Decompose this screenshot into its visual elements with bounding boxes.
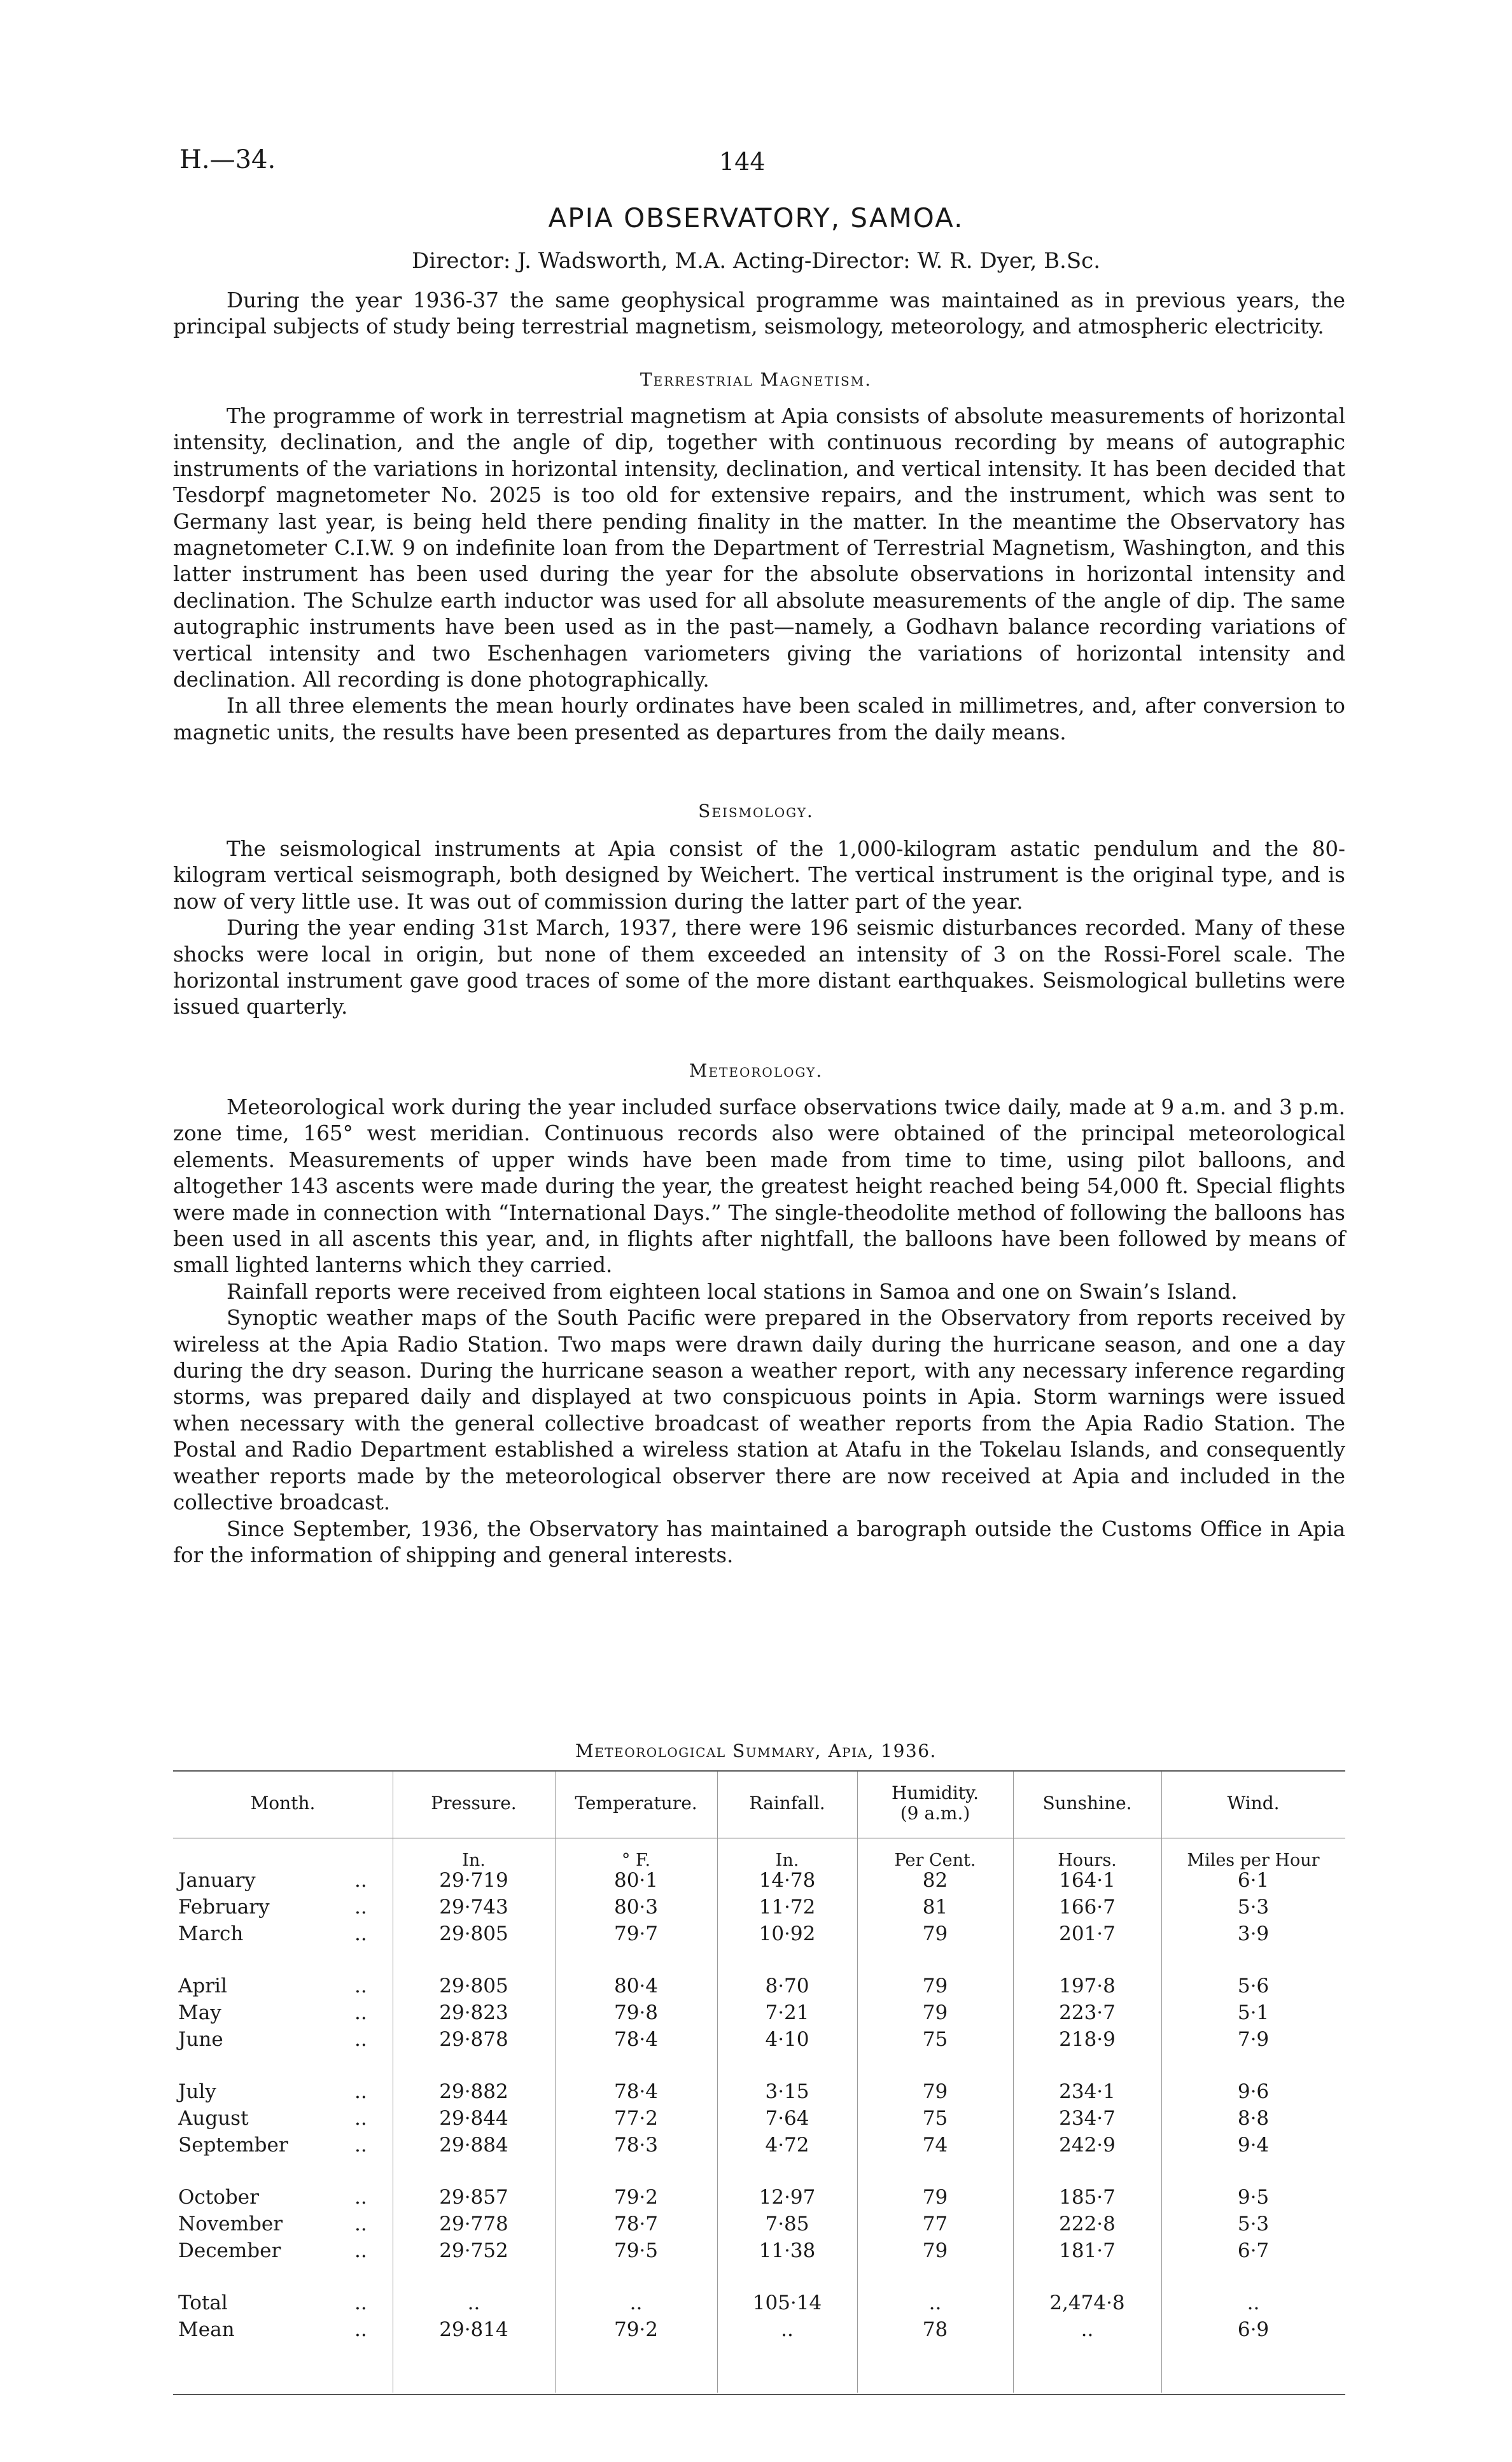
cell-pressure: 29·814 (439, 2318, 508, 2341)
cell-humidity: 74 (922, 2134, 948, 2157)
cell-wind: 7·9 (1237, 2028, 1270, 2051)
unit-label-wind: Miles per Hour (1187, 1850, 1320, 1870)
cell-sunshine: 166·7 (1059, 1896, 1116, 1919)
cell-sunshine: 185·7 (1059, 2186, 1116, 2209)
cell-temperature: 79·2 (613, 2318, 659, 2341)
cell-humidity: 79 (922, 1975, 948, 1997)
cell-temperature: 78·7 (613, 2213, 659, 2235)
cell-temperature: 78·4 (613, 2080, 659, 2103)
unit-label-sunshine: Hours. (1058, 1850, 1117, 1870)
paragraph: The programme of work in terrestrial magnetism at Apia consists of absolute measurements of horizontal intensity, declination, and the angle of dip, together with continuous recording by means of autographic instruments of the variations in horizontal intensity, declination, and vertical intensity. It has been decided that Tesdorpf magnetometer No. 2025 is too old for extensive repairs, and the instrument, which was sent to Germany last year, is being held there pending finality in the matter. In the meantime the Observatory has magnetometer C.I.W. 9 on indefinite loan from the Department of Terrestrial Magnetism, Washington, and this latter instrument has been used during the year for the absolute observations in horizontal intensity and declination. The Schulze earth inductor was used for all absolute measurements of the angle of dip. The same autographic instruments have been used as in the past—namely, a Godhavn balance recording variations of vertical intensity and two Eschenhagen variometers giving the variations of horizontal intensity and declination. All recording is done photographically. (173, 404, 1345, 692)
cell-sunshine: 234·7 (1059, 2107, 1116, 2130)
cell-sunshine: 242·9 (1059, 2134, 1116, 2157)
cell-temperature: 79·7 (613, 1922, 659, 1945)
cell-rainfall: 7·64 (765, 2107, 809, 2130)
paragraph: The seismological instruments at Apia consist of the 1,000-kilogram astatic pendulum and the 80-kilogram vertical seismograph, both designed by Weichert. The vertical instrument is the original type, and is now of very little use. It was out of commission during the latter part of the year. (173, 837, 1345, 914)
column-header-humidity: Humidity. (9 a.m.) (891, 1782, 979, 1824)
leader-dots: .. (354, 1896, 367, 1919)
leader-dots: .. (354, 2291, 367, 2314)
cell-sunshine: 181·7 (1059, 2239, 1116, 2262)
cell-pressure: 29·805 (439, 1975, 508, 1997)
cell-sunshine: 164·1 (1059, 1869, 1116, 1892)
leader-dots: .. (354, 2080, 367, 2103)
row-label: September (178, 2134, 288, 2157)
cell-wind: 5·3 (1237, 2213, 1270, 2235)
unit-label-humidity: Per Cent. (894, 1850, 976, 1870)
table-row (173, 2239, 1345, 2265)
cell-temperature: 79·5 (613, 2239, 659, 2262)
director-line: Director: J. Wadsworth, M.A. Acting-Director: W. R. Dyer, B.Sc. (411, 248, 1101, 274)
leader-dots: .. (354, 2107, 367, 2130)
leader-dots: .. (354, 1975, 367, 1997)
unit-label-rainfall: In. (775, 1850, 799, 1870)
cell-rainfall: 4·72 (765, 2134, 809, 2157)
cell-rainfall: 7·21 (765, 2001, 809, 2024)
intro-block (173, 288, 1345, 340)
table-rule-top (173, 1770, 1345, 1772)
cell-wind: 5·6 (1237, 1975, 1270, 1997)
table-row (173, 2028, 1345, 2053)
column-header-month: Month. (250, 1793, 316, 1814)
cell-humidity: 75 (922, 2107, 948, 2130)
cell-temperature: 80·4 (613, 1975, 659, 1997)
cell-humidity: 79 (922, 1922, 948, 1945)
leader-dots: .. (354, 2134, 367, 2157)
paragraph: In all three elements the mean hourly ordinates have been scaled in millimetres, and, after conversion to magnetic units, the results have been presented as departures from the daily means. (173, 694, 1345, 745)
document-title: APIA OBSERVATORY, SAMOA. (548, 202, 964, 234)
cell-temperature: 80·1 (613, 1869, 659, 1892)
cell-wind: 9·6 (1237, 2080, 1270, 2103)
cell-humidity: 75 (922, 2028, 948, 2051)
table-row (173, 2107, 1345, 2132)
row-label: November (178, 2213, 283, 2235)
cell-sunshine: 222·8 (1059, 2213, 1116, 2235)
row-label: May (178, 2001, 221, 2024)
column-header-pressure: Pressure. (431, 1793, 517, 1814)
cell-temperature: 80·3 (613, 1896, 659, 1919)
cell-humidity: 78 (922, 2318, 948, 2341)
cell-temperature: 77·2 (613, 2107, 659, 2130)
leader-dots: .. (354, 2213, 367, 2235)
row-label: October (178, 2186, 259, 2209)
cell-humidity: 79 (922, 2186, 948, 2209)
cell-wind: 6·1 (1237, 1869, 1270, 1892)
cell-sunshine: .. (1081, 2318, 1094, 2341)
row-label: April (178, 1975, 227, 1997)
leader-dots: .. (354, 1922, 367, 1945)
table-title: Meteorological Summary, Apia, 1936. (575, 1740, 937, 1761)
cell-rainfall: 11·72 (759, 1896, 816, 1919)
cell-wind: 9·4 (1237, 2134, 1270, 2157)
unit-label-temperature: ° F. (621, 1850, 651, 1870)
table-rule-bottom (173, 2394, 1345, 2395)
cell-temperature: 78·3 (613, 2134, 659, 2157)
cell-pressure: 29·884 (439, 2134, 508, 2157)
heading-seismology: Seismology. (698, 801, 814, 822)
row-label: July (178, 2080, 216, 2103)
column-header-sunshine: Sunshine. (1042, 1793, 1132, 1814)
cell-humidity: .. (928, 2291, 942, 2314)
cell-wind: 9·5 (1237, 2186, 1270, 2209)
cell-sunshine: 201·7 (1059, 1922, 1116, 1945)
page-number: 144 (719, 148, 766, 176)
leader-dots: .. (354, 2318, 367, 2341)
cell-humidity: 77 (922, 2213, 948, 2235)
page-reference: H.—34. (179, 145, 276, 174)
cell-pressure: 29·752 (439, 2239, 508, 2262)
cell-temperature: .. (629, 2291, 643, 2314)
table-row (173, 1896, 1345, 1921)
cell-temperature: 78·4 (613, 2028, 659, 2051)
paragraph: Since September, 1936, the Observatory has maintained a barograph outside the Customs Office in Apia for the information of shipping and general interests. (173, 1516, 1345, 1567)
column-header-wind: Wind. (1227, 1793, 1280, 1814)
cell-pressure: 29·882 (439, 2080, 508, 2103)
cell-rainfall: 12·97 (759, 2186, 816, 2209)
cell-pressure: 29·844 (439, 2107, 508, 2130)
cell-wind: 5·1 (1237, 2001, 1270, 2024)
cell-temperature: 79·2 (613, 2186, 659, 2209)
heading-meteorology: Meteorology. (689, 1060, 823, 1081)
cell-rainfall: .. (781, 2318, 794, 2341)
cell-pressure: 29·878 (439, 2028, 508, 2051)
row-label: March (178, 1922, 244, 1945)
intro-paragraph: During the year 1936-37 the same geophysical programme was maintained as in previous years, the principal subjects of study being terrestrial magnetism, seismology, meteorology, and atmospheric electricity. (173, 288, 1345, 339)
cell-wind: 3·9 (1237, 1922, 1270, 1945)
table-row (173, 2001, 1345, 2027)
cell-sunshine: 223·7 (1059, 2001, 1116, 2024)
row-label: February (178, 1896, 270, 1919)
cell-pressure: 29·805 (439, 1922, 508, 1945)
table-row (173, 1869, 1345, 1894)
unit-label-pressure: In. (462, 1850, 486, 1870)
leader-dots: .. (354, 2001, 367, 2024)
cell-pressure: 29·719 (439, 1869, 508, 1892)
cell-pressure: 29·823 (439, 2001, 508, 2024)
cell-humidity: 79 (922, 2239, 948, 2262)
table-row (173, 2318, 1345, 2344)
cell-wind: 6·7 (1237, 2239, 1270, 2262)
leader-dots: .. (354, 2028, 367, 2051)
cell-sunshine: 234·1 (1059, 2080, 1116, 2103)
row-label: Mean (178, 2318, 235, 2341)
cell-rainfall: 3·15 (765, 2080, 809, 2103)
cell-pressure: 29·778 (439, 2213, 508, 2235)
column-header-temperature: Temperature. (575, 1793, 697, 1814)
cell-rainfall: 105·14 (752, 2291, 822, 2314)
cell-pressure: 29·857 (439, 2186, 508, 2209)
row-label: Total (178, 2291, 228, 2314)
cell-wind: 8·8 (1237, 2107, 1270, 2130)
table-row (173, 1922, 1345, 1948)
section-meteorology (173, 1095, 1345, 1569)
cell-rainfall: 10·92 (759, 1922, 816, 1945)
column-header-rainfall: Rainfall. (749, 1793, 825, 1814)
cell-sunshine: 218·9 (1059, 2028, 1116, 2051)
cell-pressure: .. (467, 2291, 480, 2314)
paragraph: Rainfall reports were received from eighteen local stations in Samoa and one on Swain’s Island. (227, 1279, 1238, 1304)
table-row (173, 2080, 1345, 2106)
heading-terrestrial-magnetism: Terrestrial Magnetism. (640, 369, 872, 390)
cell-wind: 6·9 (1237, 2318, 1270, 2341)
cell-humidity: 82 (922, 1869, 948, 1892)
cell-rainfall: 7·85 (765, 2213, 809, 2235)
leader-dots: .. (354, 1869, 367, 1892)
cell-rainfall: 14·78 (759, 1869, 816, 1892)
leader-dots: .. (354, 2186, 367, 2209)
cell-rainfall: 8·70 (765, 1975, 809, 1997)
cell-humidity: 79 (922, 2080, 948, 2103)
cell-wind: 5·3 (1237, 1896, 1270, 1919)
paragraph: Meteorological work during the year included surface observations twice daily, made at 9 a.m. and 3 p.m. zone time, 165° west meridian. Continuous records also were obtained of the principal meteorological elements. Measurements of upper winds have been made from time to time, using pilot balloons, and altogether 143 ascents were made during the year, the greatest height reached being 54,000 ft. Special flights were made in connection with “International Days.” The single-theodolite method of following the balloons has been used in all ascents this year, and, in flights after nightfall, the balloons have been followed by means of small lighted lanterns which they carried. (173, 1095, 1345, 1278)
row-label: June (178, 2028, 223, 2051)
cell-sunshine: 197·8 (1059, 1975, 1116, 1997)
table-row (173, 2291, 1345, 2317)
paragraph: Synoptic weather maps of the South Pacific were prepared in the Observatory from reports received by wireless at the Apia Radio Station. Two maps were drawn daily during the hurricane season, and one a day during the dry season. During the hurricane season a weather report, with any necessary inference regarding storms, was prepared daily and displayed at two conspicuous points in Apia. Storm warnings were issued when necessary with the general collective broadcast of weather reports from the Apia Radio Station. The Postal and Radio Department established a wireless station at Atafu in the Tokelau Islands, and consequently weather reports made by the meteorological observer there are now received at Apia and included in the collective broadcast. (173, 1306, 1345, 1515)
cell-rainfall: 11·38 (759, 2239, 816, 2262)
table-row (173, 1975, 1345, 2000)
row-label: January (178, 1869, 256, 1892)
cell-temperature: 79·8 (613, 2001, 659, 2024)
cell-humidity: 79 (922, 2001, 948, 2024)
cell-sunshine: 2,474·8 (1049, 2291, 1125, 2314)
section-terrestrial-magnetism (173, 403, 1345, 746)
table-row (173, 2213, 1345, 2238)
leader-dots: .. (354, 2239, 367, 2262)
table-row (173, 2134, 1345, 2159)
cell-wind: .. (1247, 2291, 1260, 2314)
row-label: August (178, 2107, 249, 2130)
cell-humidity: 81 (922, 1896, 948, 1919)
cell-rainfall: 4·10 (765, 2028, 809, 2051)
section-seismology (173, 836, 1345, 1021)
table-row (173, 2186, 1345, 2211)
row-label: December (178, 2239, 281, 2262)
paragraph: During the year ending 31st March, 1937, there were 196 seismic disturbances recorded. Many of these shocks were local in origin, but none of them exceeded an intensity of 3 on the Rossi-Forel scale. The horizontal instrument gave good traces of some of the more distant earthquakes. Seismological bulletins were issued quarterly. (173, 916, 1345, 1019)
cell-pressure: 29·743 (439, 1896, 508, 1919)
